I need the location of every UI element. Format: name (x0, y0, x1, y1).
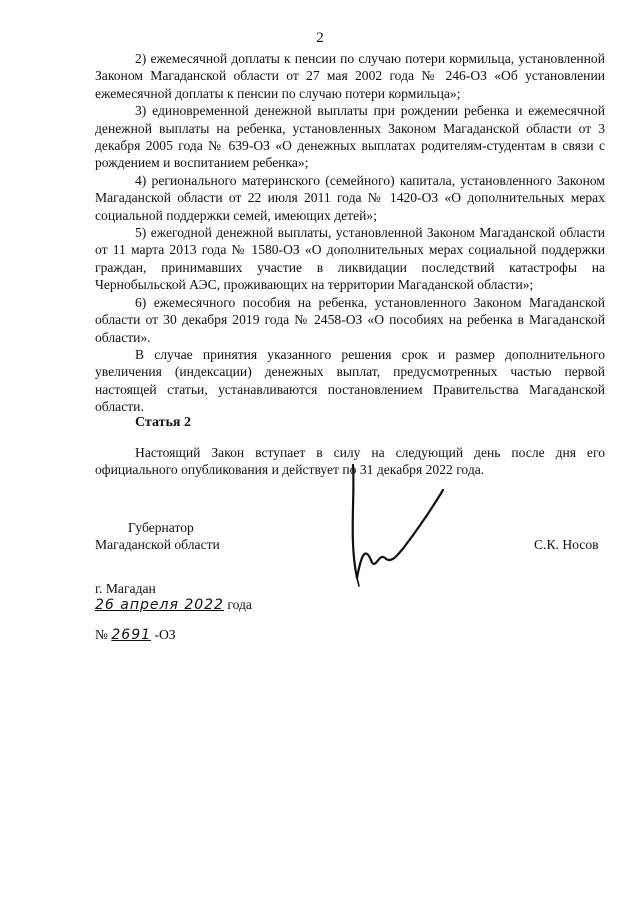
signature-image (335, 460, 455, 590)
handwritten-number: 2691 (111, 627, 152, 643)
governor-title: Губернатор (128, 520, 194, 535)
handwritten-date: 26 апреля 2022 (95, 597, 224, 613)
paragraph-item-4: 4) регионального материнского (семейного) капитала, установленного Законом Магаданской области от 22 июля 2011 года № 1420-ОЗ «О дополнительных мерах социальной поддержки семей, имеющих детей»; (95, 172, 605, 223)
paragraph-item-3: 3) единовременной денежной выплаты при рождении ребенка и ежемесячной денежной выплаты на ребенка, установленных Законом Магаданской области от 3 декабря 2005 года № 639-ОЗ «О денежных выплатах родителям-студентам в связи с рождением и воспитанием ребенка»; (95, 103, 605, 171)
date-line (95, 597, 252, 613)
page-number: 2 (316, 30, 324, 46)
document-body (95, 50, 605, 416)
governor-name: С.К. Носов (534, 537, 599, 552)
paragraph-item-6: 6) ежемесячного пособия на ребенка, установленного Законом Магаданской области от 30 декабря 2019 года № 2458-ОЗ «О пособиях на ребенка в Магаданской области». (95, 294, 605, 345)
paragraph-item-2: 2) ежемесячной доплаты к пенсии по случаю потери кормильца, установленной Законом Магаданской области от 27 мая 2002 года № 246-ОЗ «Об установлении ежемесячной доплаты к пенсии по случаю потери кормильца»; (95, 51, 605, 101)
paragraph-indexation: В случае принятия указанного решения срок и размер дополнительного увеличения (индексации) денежных выплат, предусмотренных частью первой настоящей статьи, устанавливаются постановлением Правительства Магаданской области. (95, 346, 605, 415)
law-number-line (95, 627, 176, 643)
number-suffix: -ОЗ (154, 627, 176, 642)
city-label: г. Магадан (95, 581, 156, 596)
article-text: Настоящий Закон вступает в силу на следующий день после дня его официального опубликования и действует по 31 декабря 2022 года. (95, 445, 605, 478)
article-heading: Статья 2 (135, 415, 191, 430)
number-prefix: № (95, 627, 108, 642)
governor-region: Магаданской области (95, 537, 220, 552)
date-suffix: года (227, 597, 252, 612)
paragraph-item-5: 5) ежегодной денежной выплаты, установленной Законом Магаданской области от 11 марта 2013 года № 1580-ОЗ «О дополнительных мерах социальной поддержки граждан, принимавших участие в ликвидации последствий катастрофы на Чернобыльской АЭС, проживающих на территории Магаданской области»; (95, 225, 605, 293)
